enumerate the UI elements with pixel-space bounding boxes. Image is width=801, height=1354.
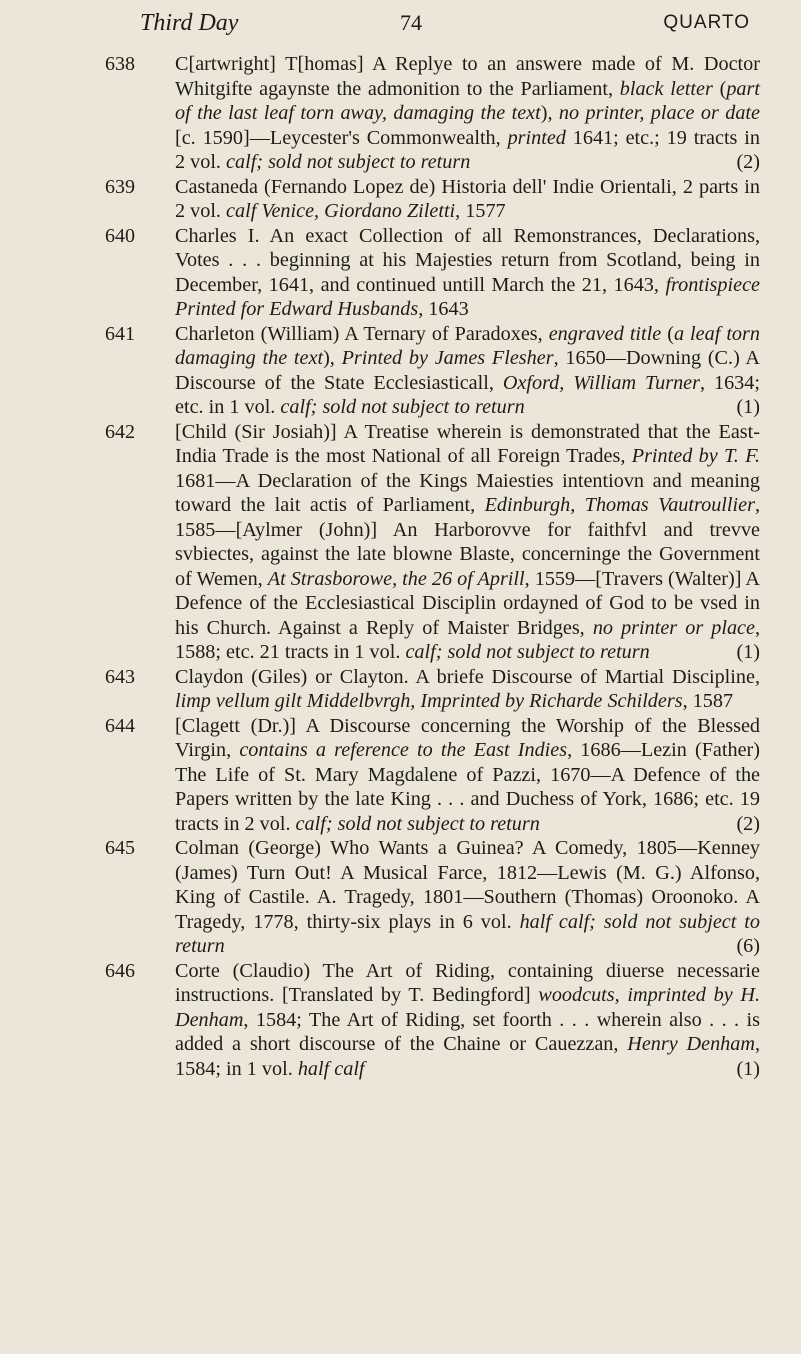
italic-text: Oxford, William Turner (502, 371, 700, 394)
lot-quantity: (2) (736, 151, 760, 173)
lot-entry (105, 665, 760, 714)
italic-text: Venice, Giordano Ziletti (261, 200, 456, 222)
lot-description (175, 714, 760, 837)
italic-text: half calf (297, 1057, 365, 1080)
text-run: , 1585—[Aylmer (John)] An Harborovve for faithfvl and trevve svbiectes, against the late blowne Blaste, concerninge the Government of Wemen, (175, 494, 760, 590)
text-run: [c. 1590]—Leycester's Commonwealth, (175, 126, 508, 149)
lot-quantity: (1) (736, 1057, 760, 1080)
lot-number: 643 (105, 665, 135, 688)
text-run: , 1650—Downing (C.) A Discourse of the State Ecclesiasticall, (175, 347, 760, 394)
text-run: , 1584; in 1 vol. (175, 1033, 760, 1080)
lot-description (175, 420, 760, 665)
italic-text: printed (507, 126, 566, 149)
italic-text: Henry Denham (627, 1033, 755, 1055)
lot-number: 644 (105, 714, 135, 737)
italic-text: calf; sold not subject to return (295, 812, 540, 835)
lot-description (175, 322, 760, 420)
italic-text: a leaf torn damaging the text (175, 322, 760, 369)
italic-text: Edinburgh, Thomas Vautroullier (484, 494, 755, 516)
lot-entry (105, 52, 760, 175)
lot-number: 646 (105, 959, 135, 982)
italic-text: no printer, place or date (558, 102, 760, 124)
lot-list (105, 52, 760, 1081)
text-run: , 1587 (682, 690, 734, 712)
running-head-format: QUARTO (663, 12, 750, 33)
italic-text: At Strasborowe, the 26 of Aprill (267, 567, 525, 590)
text-run: , 1584; The Art of Riding, set foorth . . . wherein also . . . is added a short discourse of the Chaine or Cauezzan, (175, 1008, 760, 1055)
lot-entry (105, 959, 760, 1082)
lot-quantity: (2) (736, 812, 760, 835)
text-run: Corte (Claudio) The Art of Riding, containing diuerse necessarie instructions. [Translated by T. Bedingford] (175, 959, 760, 1006)
lot-entry (105, 224, 760, 322)
text-run: ( (661, 322, 674, 345)
lot-description (175, 836, 760, 959)
lot-quantity: (1) (736, 641, 760, 663)
text-run: , 1686—Lezin (Father) The Life of St. Mary Magdalene of Pazzi, 1670—A Defence of the Papers written by the late King . . . and Duchess of York, 1686; etc. 19 tracts in 2 vol. (175, 739, 760, 835)
italic-text: part of the last leaf torn away, damaging the text (175, 77, 760, 124)
text-run: 1641; etc.; 19 tracts in 2 vol. (175, 126, 760, 173)
lot-quantity: (6) (736, 935, 760, 957)
text-run: [Child (Sir Josiah)] A Treatise wherein is demonstrated that the East-India Trade is the most National of all Foreign Trades, (175, 420, 760, 467)
lot-quantity: (1) (736, 396, 760, 418)
text-run: Charleton (William) A Ternary of Paradoxes, (175, 322, 549, 345)
italic-text: black letter (619, 77, 713, 100)
page-number: 74 (400, 10, 422, 35)
italic-text: limp vellum gilt Middelbvrgh, Imprinted by Richarde Schilders (175, 690, 683, 712)
text-run: , 1588; etc. 21 tracts in 1 vol. (175, 616, 761, 663)
italic-text: contains a reference to the East Indies (239, 739, 568, 761)
lot-number: 638 (105, 53, 135, 75)
text-run: Colman (George) Who Wants a Guinea? A Comedy, 1805—Kenney (James) Turn Out! A Musical Farce, 1812—Lewis (M. G.) Alfonso, King of Castile. A. Tragedy, 1801—Southern (Thomas) Oroonoko. A Tragedy, 1778, thirty-six plays in 6 vol. (175, 837, 760, 933)
lot-description (175, 665, 760, 714)
lot-entry (105, 322, 760, 420)
italic-text: calf (226, 200, 257, 222)
italic-text: Printed by James Flesher (341, 347, 554, 369)
text-run: ), (540, 102, 559, 124)
text-run: , 1634; etc. in 1 vol. (175, 371, 760, 418)
lot-entry (105, 714, 760, 837)
lot-number: 640 (105, 224, 135, 247)
text-run: Charles I. An exact Collection of all Remonstrances, Declarations, Votes . . . beginning at his Majesties return from Scotland, being in December, 1641, and continued untill March the 21, 1643, (175, 224, 760, 296)
lot-description (175, 52, 760, 175)
text-run: ( (712, 77, 727, 100)
italic-text: Printed by T. F. (631, 445, 760, 467)
lot-description (175, 959, 760, 1082)
italic-text: calf; sold not subject to return (280, 396, 525, 418)
italic-text: calf; sold not subject to return (226, 151, 471, 173)
italic-text: frontispiece Printed for Edward Husbands (175, 273, 760, 320)
italic-text: no printer or place (592, 616, 755, 639)
text-run: ), (323, 347, 342, 369)
lot-number: 645 (105, 837, 135, 859)
lot-entry (105, 420, 760, 665)
text-run: [Clagett (Dr.)] A Discourse concerning the Worship of the Blessed Virgin, (175, 714, 760, 761)
text-run: C[artwright] T[homas] A Replye to an answere made of M. Doctor Whitgifte agaynste the admonition to the Parliament, (175, 53, 760, 100)
lot-entry (105, 836, 760, 959)
lot-description (175, 224, 760, 322)
lot-description (175, 175, 760, 224)
italic-text: woodcuts, imprinted by H. Denham (175, 984, 760, 1031)
text-run: Claydon (Giles) or Clayton. A briefe Discourse of Martial Discipline, (175, 665, 760, 688)
running-head-day: Third Day (140, 10, 239, 36)
text-run: Castaneda (Fernando Lopez de) Historia dell' Indie Orientali, 2 parts in 2 vol. (175, 175, 760, 222)
text-run: , 1559—[Travers (Walter)] A Defence of the Ecclesiastical Disciplin ordayned of God to be vsed in his Church. Against a Reply of Maister Bridges, (175, 567, 760, 639)
text-run: , 1643 (418, 298, 469, 320)
text-run: 1681—A Declaration of the Kings Maiesties intentiovn and meaning toward the lait actis of Parliament, (175, 469, 760, 516)
lot-entry (105, 175, 760, 224)
text-run: , 1577 (455, 200, 506, 222)
lot-number: 642 (105, 420, 135, 443)
italic-text: half calf; sold not subject to return (175, 910, 760, 957)
page-header (140, 10, 750, 42)
lot-number: 639 (105, 175, 135, 198)
italic-text: calf; sold not subject to return (405, 641, 650, 663)
lot-number: 641 (105, 322, 135, 345)
italic-text: engraved title (548, 322, 662, 345)
